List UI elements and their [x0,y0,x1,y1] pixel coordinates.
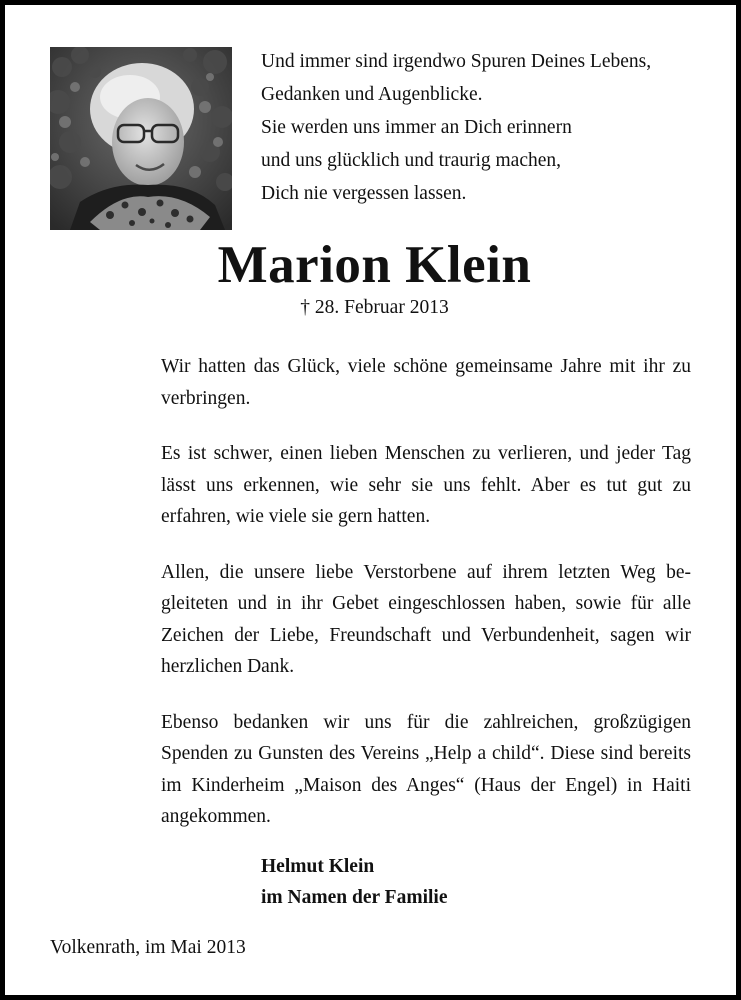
death-date: † 28. Februar 2013 [300,297,449,318]
portrait-photo [50,47,232,230]
signature-name: Helmut Klein [261,856,375,877]
thank-you-text [161,351,691,857]
paragraph: Es ist schwer, einen lieben Menschen zu verlieren, und jeder Tag lässt uns erkennen, wie sehr sie uns fehlt. Aber es tut gut zu erfahren, wie viele sie gern hatten. [161,443,691,527]
signature-family: im Namen der Familie [261,887,448,908]
poem-line: und uns glücklich und traurig machen, [261,150,562,171]
poem-line: Sie werden uns immer an Dich erinnern [261,117,572,138]
signature-block [261,851,447,913]
poem-verse [261,45,711,210]
poem-line: Gedanken und Augenblicke. [261,84,483,105]
poem-line: Und immer sind irgendwo Spuren Deines Lebens, [261,51,652,72]
place-and-date: Volkenrath, im Mai 2013 [50,937,246,958]
poem-line: Dich nie vergessen lassen. [261,183,467,204]
paragraph: Wir hatten das Glück, viele schöne gemeinsame Jahre mit ihr zu verbringen. [161,356,691,409]
paragraph: Ebenso bedanken wir uns für die zahlreichen, großzügigen Spenden zu Gunsten des Vereins „Help a child“. Diese sind bereits im Kinderheim „Maison des Anges“ (Haus der Engel) in Haiti angekommen. [161,711,691,827]
paragraph: Allen, die unsere liebe Verstorbene auf ihrem letzten Weg begleiteten und in ihr Gebet eingeschlossen haben, sowie für alle Zeichen der Liebe, Freundschaft und Verbundenheit, sagen wir herzlichen Dank. [161,561,691,677]
deceased-name: Marion Klein [217,236,532,294]
